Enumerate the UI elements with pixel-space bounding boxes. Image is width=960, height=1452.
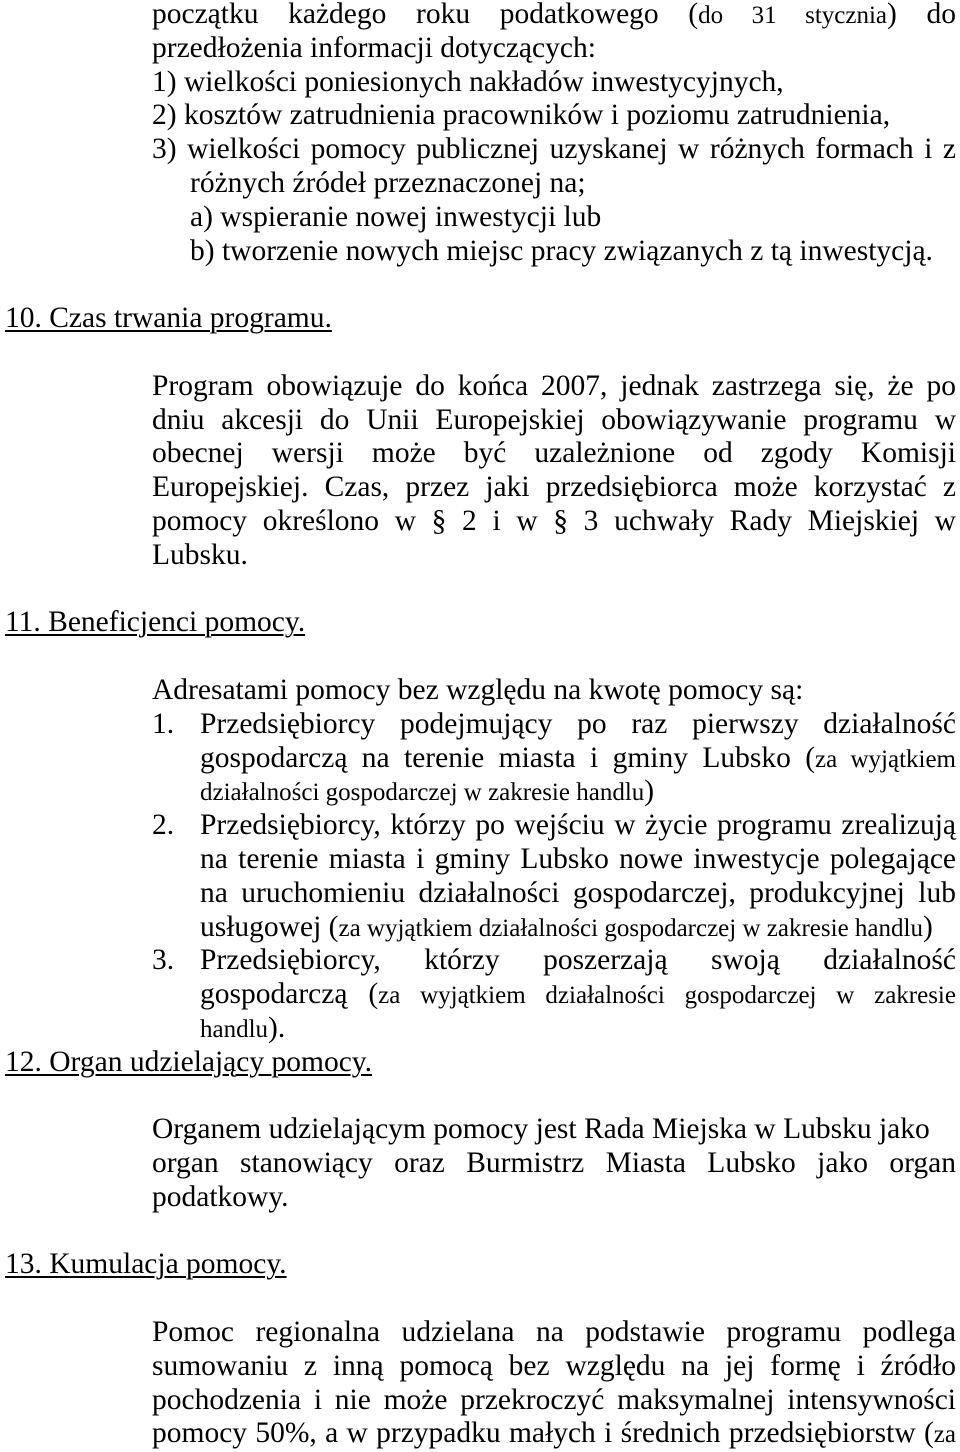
list-item-text: ). — [268, 1011, 286, 1044]
list-item-line: Przedsiębiorcy, którzy poszerzają swoją działalność — [200, 944, 956, 977]
section-13-paragraph-line: Pomoc regionalna udzielana na podstawie programu podlega — [152, 1316, 956, 1349]
section-13-paragraph-line: sumowaniu z inną pomocą bez względu na jej formę i źródło — [152, 1349, 956, 1382]
section-13-paragraph-line — [152, 1417, 956, 1451]
section-10-paragraph-line: Europejskiej. Czas, przez jaki przedsiębiorca może korzystać z — [152, 471, 956, 504]
section-13-continued-note: za — [933, 1421, 956, 1449]
section-10-paragraph-line: obecnej wersji może być uzależnione od zgody Komisji — [152, 437, 956, 470]
section-11-lead: Adresatami pomocy bez względu na kwotę pomocy są: — [152, 673, 804, 706]
intro-line — [152, 0, 956, 32]
beneficiary-list-item — [0, 708, 960, 809]
list-item-text: gospodarczą ( — [200, 978, 379, 1011]
intro-sublist-item: a) wspieranie nowej inwestycji lub — [190, 200, 602, 233]
list-item-line: na uruchomieniu działalności gospodarczej, produkcyjnej lub — [200, 876, 956, 909]
intro-text: początku każdego roku podatkowego ( — [152, 0, 699, 30]
section-13-paragraph-line: pochodzenia i nie może przekroczyć maksymalnej intensywności — [152, 1383, 956, 1416]
list-item-line — [200, 978, 956, 1012]
list-item-line — [200, 742, 956, 776]
list-item-text: usługowej ( — [200, 910, 339, 943]
list-item-line — [200, 1012, 956, 1046]
list-item-text: ) — [922, 910, 933, 943]
section-12-paragraph-line: organ stanowiący oraz Burmistrz Miasta Lubsko jako organ — [152, 1147, 956, 1180]
beneficiary-list-item — [0, 944, 960, 1045]
list-item-exception-note: za wyjątkiem — [815, 745, 956, 773]
intro-list-item: 3) wielkości pomocy publicznej uzyskanej w różnych formach i z — [152, 133, 956, 166]
list-item-line — [200, 775, 956, 809]
list-item-text: gospodarczą na terenie miasta i gminy Lubsko ( — [200, 741, 816, 774]
intro-deadline-note: do 31 stycznia — [698, 2, 888, 29]
section-10-paragraph-line: Lubsku. — [152, 538, 248, 571]
list-item-exception-note: za wyjątkiem działalności gospodarczej w zakresie — [378, 982, 956, 1010]
intro-list-item-continuation: różnych źródeł przeznaczonej na; — [190, 166, 586, 199]
list-item-exception-note: za wyjątkiem działalności gospodarczej w zakresie handlu — [338, 914, 923, 942]
section-10-paragraph-line: Program obowiązuje do końca 2007, jednak zastrzega się, że po — [152, 369, 956, 402]
intro-sublist-item: b) tworzenie nowych miejsc pracy związanych z tą inwestycją. — [190, 234, 933, 267]
list-item-line: Przedsiębiorcy podejmujący po raz pierwszy działalność — [200, 707, 956, 740]
intro-list-item: 1) wielkości poniesionych nakładów inwestycyjnych, — [152, 65, 784, 98]
section-12-paragraph-line: Organem udzielającym pomocy jest Rada Miejska w Lubsku jako — [152, 1113, 930, 1146]
section-10-paragraph-line: dniu akcesji do Unii Europejskiej obowiązywanie programu w — [152, 403, 956, 436]
section-12-heading: 12. Organ udzielający pomocy. — [5, 1045, 372, 1078]
list-item-text: ) — [644, 775, 655, 808]
list-item-exception-note: działalności gospodarczej w zakresie handlu — [200, 779, 645, 807]
section-11-heading: 11. Beneficjenci pomocy. — [5, 606, 306, 639]
list-item-line: na terenie miasta i gminy Lubsko nowe inwestycje polegające — [200, 842, 956, 875]
section-10-heading: 10. Czas trwania programu. — [5, 302, 332, 335]
section-13-heading: 13. Kumulacja pomocy. — [5, 1248, 287, 1281]
list-item-line: Przedsiębiorcy, którzy po wejściu w życie programu zrealizują — [200, 809, 956, 842]
list-item-line — [200, 911, 956, 945]
intro-line: przedłożenia informacji dotyczących: — [152, 31, 596, 64]
section-12-paragraph-line: podatkowy. — [152, 1180, 289, 1213]
section-13-text: pomocy 50%, a w przypadku małych i średnich przedsiębiorstw ( — [152, 1417, 934, 1450]
section-10-paragraph-line: pomocy określono w § 2 i w § 3 uchwały Rady Miejskiej w — [152, 504, 956, 537]
intro-list-item: 2) kosztów zatrudnienia pracowników i poziomu zatrudnienia, — [152, 99, 891, 132]
list-item-number: 3. — [152, 944, 175, 977]
beneficiary-list-item — [0, 809, 960, 944]
list-item-exception-note: handlu — [200, 1015, 269, 1043]
list-item-number: 1. — [152, 707, 175, 740]
list-item-number: 2. — [152, 809, 175, 842]
intro-text: ) do — [887, 0, 956, 30]
